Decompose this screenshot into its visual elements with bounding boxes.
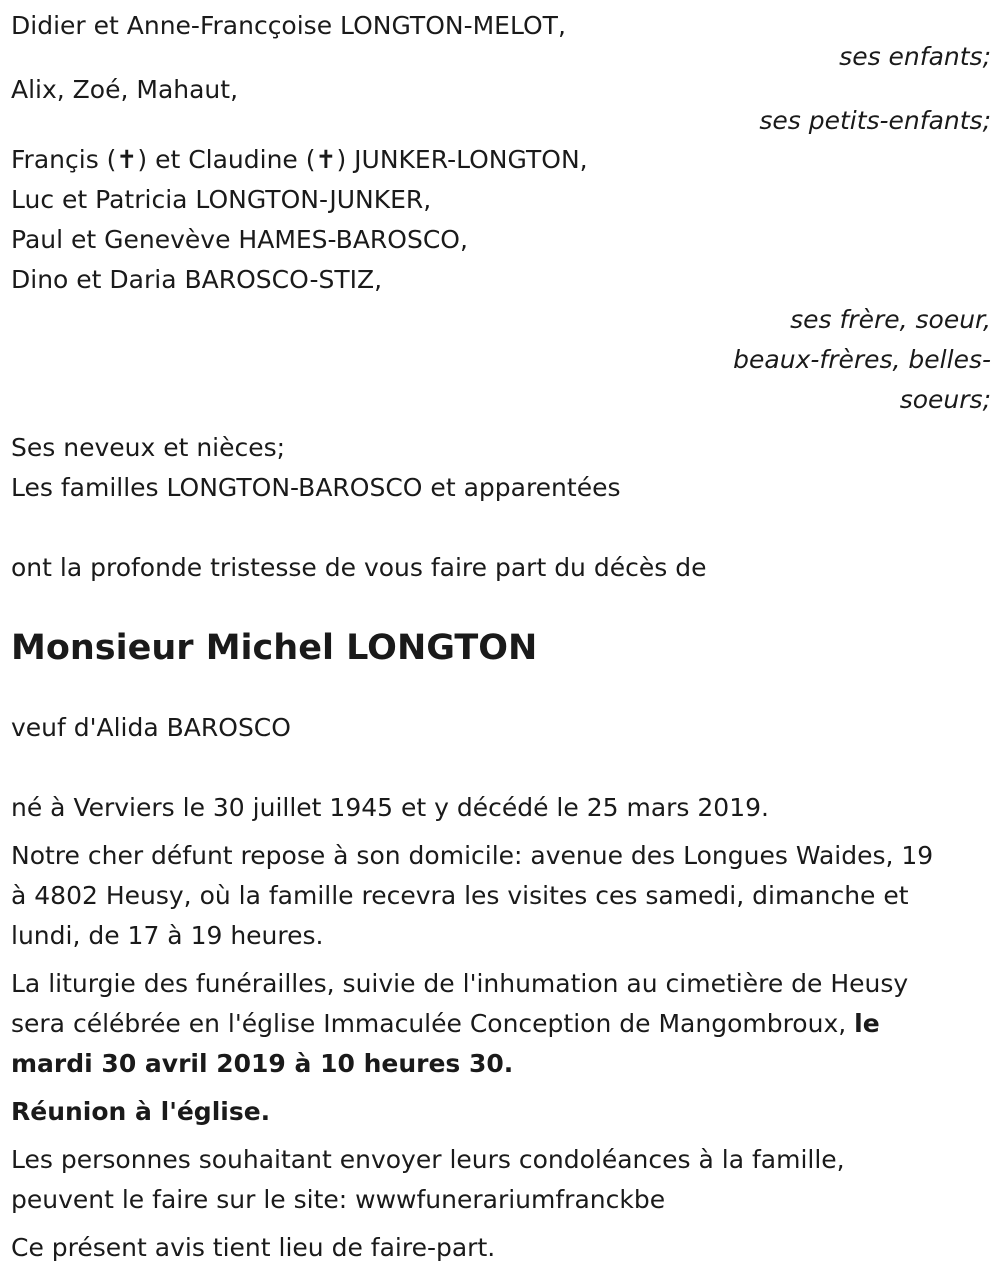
- siblings-role-line: ses frère, soeur,: [790, 305, 991, 334]
- widower-line: veuf d'Alida BAROSCO: [11, 713, 291, 742]
- condolences-paragraph: [11, 1140, 991, 1220]
- siblings-list: [11, 140, 991, 300]
- sibling-line: Paul et Genevève HAMES-BAROSCO,: [11, 225, 468, 254]
- announcement-text: ont la profonde tristesse de vous faire part du décès de: [11, 553, 707, 582]
- liturgy-line-text: sera célébrée en l'église Immaculée Conception de Mangombroux,: [11, 1009, 847, 1038]
- siblings-role-line: soeurs;: [899, 385, 991, 414]
- children-names: Didier et Anne-Francçoise LONGTON-MELOT,: [11, 11, 566, 40]
- liturgy-paragraph: [11, 964, 991, 1084]
- siblings-role-line: beaux-frères, belles-: [733, 345, 991, 374]
- sibling-line: Françis (✝) et Claudine (✝) JUNKER-LONGTON,: [11, 145, 588, 174]
- grandchildren-role: ses petits-enfants;: [759, 106, 991, 135]
- rest-line: à 4802 Heusy, où la famille recevra les visites ces samedi, dimanche et: [11, 881, 909, 910]
- closing-line: Ce présent avis tient lieu de faire-part.: [11, 1233, 496, 1262]
- deceased-name: Monsieur Michel LONGTON: [11, 628, 538, 668]
- sibling-line: Dino et Daria BAROSCO-STIZ,: [11, 265, 383, 294]
- birth-death-line: né à Verviers le 30 juillet 1945 et y décédé le 25 mars 2019.: [11, 793, 769, 822]
- obituary-notice: [11, 6, 991, 1268]
- families-line: Les familles LONGTON-BAROSCO et apparentées: [11, 473, 621, 502]
- condolences-line: Les personnes souhaitant envoyer leurs condoléances à la famille,: [11, 1145, 845, 1174]
- grandchildren-names: Alix, Zoé, Mahaut,: [11, 75, 239, 104]
- liturgy-line: La liturgie des funérailles, suivie de l'inhumation au cimetière de Heusy: [11, 969, 909, 998]
- liturgy-line: [11, 1004, 991, 1044]
- nephews-line: Ses neveux et nièces;: [11, 433, 286, 462]
- siblings-role: [11, 300, 991, 420]
- meeting-note: Réunion à l'église.: [11, 1097, 271, 1126]
- liturgy-date-start: le: [854, 1009, 880, 1038]
- rest-paragraph: [11, 836, 991, 956]
- condolences-line: peuvent le faire sur le site: wwwfunerariumfranckbe: [11, 1185, 666, 1214]
- children-role: ses enfants;: [839, 42, 991, 71]
- liturgy-date: mardi 30 avril 2019 à 10 heures 30.: [11, 1049, 514, 1078]
- sibling-line: Luc et Patricia LONGTON-JUNKER,: [11, 185, 432, 214]
- rest-line: lundi, de 17 à 19 heures.: [11, 921, 324, 950]
- rest-line: Notre cher défunt repose à son domicile: avenue des Longues Waides, 19: [11, 841, 934, 870]
